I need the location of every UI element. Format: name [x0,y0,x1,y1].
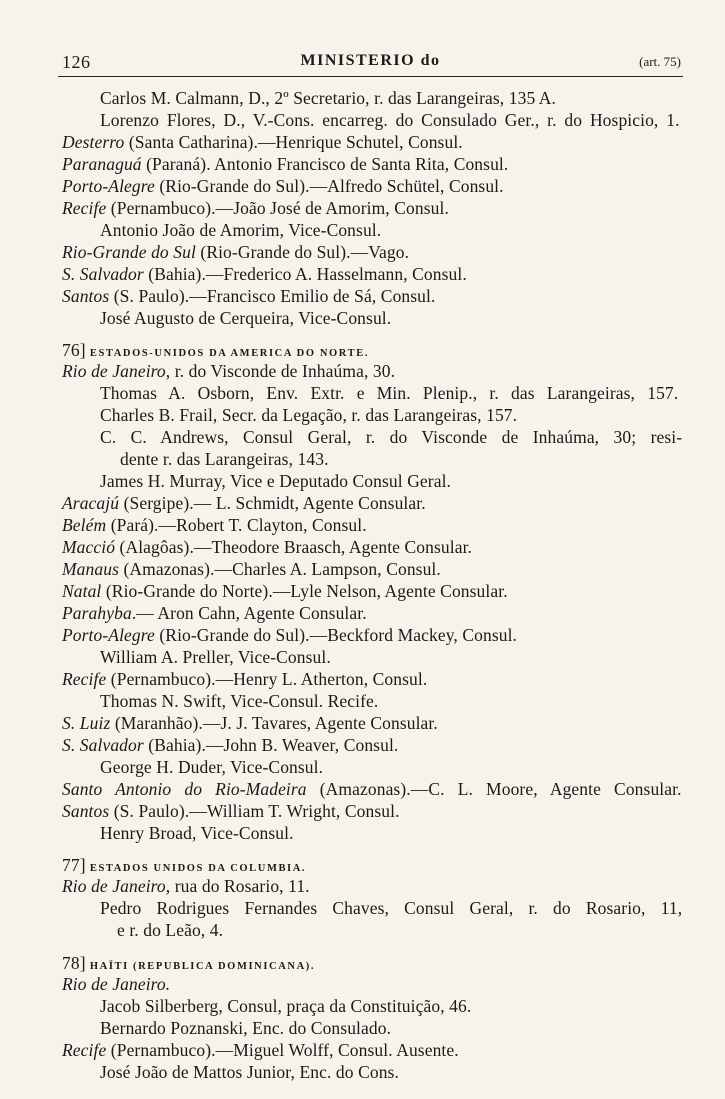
text-line [100,691,378,712]
place-name: Santos [62,801,110,821]
entry-text: José Augusto de Cerqueira, Vice-Consul. [100,308,392,328]
place-name: Aracajú [62,493,120,513]
text-line [62,603,367,624]
section-heading: ESTADOS-UNIDOS DA AMERICA DO NORTE. [85,348,370,359]
text-line [100,996,471,1017]
text-line [62,176,504,197]
place-name: Desterro [62,132,125,152]
place-name: Parahyba [62,603,132,623]
entry-text: (Rio-Grande do Sul).—Alfredo Schütel, Consul. [154,176,504,196]
entry-text: e r. do Leão, 4. [117,920,224,940]
entry-text: .— Aron Cahn, Agente Consular. [131,603,367,623]
entry-text: (Rio-Grande do Sul).—Vago. [195,242,410,262]
place-name: Manaus [62,559,119,579]
text-line [62,198,449,219]
text-line [62,779,682,800]
text-line [62,581,508,602]
place-name: Recife [62,1040,107,1060]
text-line [62,625,517,646]
entry-text: (S. Paulo).—William T. Wright, Consul. [109,801,400,821]
entry-text: Antonio João de Amorim, Vice-Consul. [100,220,382,240]
place-name: Recife [62,669,107,689]
text-line [62,493,426,514]
place-name: S. Salvador [62,264,144,284]
entry-text: (Rio-Grande do Norte).—Lyle Nelson, Agente Consular. [101,581,508,601]
text-line [62,974,170,995]
entry-text: (Sergipe).— L. Schmidt, Agente Consular. [119,493,426,513]
text-line [62,876,310,897]
place-name: Recife [62,198,107,218]
entry-text: (Alagôas).—Theodore Braasch, Agente Consular. [115,537,473,557]
entry-text: (Amazonas).—C. L. Moore, Agente Consular. [306,779,682,799]
text-line [62,264,467,285]
text-line [62,515,367,536]
entry-text: Jacob Silberberg, Consul, praça da Constituição, 46. [100,996,472,1016]
place-name: Rio de Janeiro. [62,974,171,994]
text-line [100,1018,391,1039]
text-line [62,1040,459,1061]
entry-text: Bernardo Poznanski, Enc. do Consulado. [100,1018,392,1038]
place-name: S. Salvador [62,735,144,755]
entry-text: (Bahia).—John B. Weaver, Consul. [143,735,399,755]
text-line [100,647,331,668]
section-number: 77] [62,855,86,875]
section-heading: HAÏTI (REPUBLICA DOMINICANA). [85,961,316,972]
entry-text: Thomas N. Swift, Vice-Consul. Recife. [100,691,379,711]
entry-text: (Rio-Grande do Sul).—Beckford Mackey, Consul. [154,625,518,645]
text-line [100,88,556,109]
text-line [62,154,508,175]
entry-text: William A. Preller, Vice-Consul. [100,647,331,667]
entry-text: (Pernambuco).—Henry L. Atherton, Consul. [106,669,428,689]
place-name: Porto-Alegre [62,625,155,645]
section-heading: ESTADOS UNIDOS DA COLUMBIA. [85,863,307,874]
text-line [100,427,682,448]
text-line [100,220,381,241]
text-line [100,308,391,329]
text-line [120,449,329,470]
place-name: Rio-Grande do Sul [62,242,196,262]
entry-text: James H. Murray, Vice e Deputado Consul Geral. [100,471,452,491]
entry-text: George H. Duder, Vice-Consul. [100,757,324,777]
entry-text: (Paraná). Antonio Francisco de Santa Rita, Consul. [141,154,509,174]
text-line [100,898,682,919]
place-name: Macció [62,537,116,557]
text-line [100,823,294,844]
place-name: S. Luiz [62,713,111,733]
place-name: Natal [62,581,102,601]
entry-text: (Pernambuco).—João José de Amorim, Consul. [106,198,449,218]
entry-text: (Pará).—Robert T. Clayton, Consul. [106,515,367,535]
entry-text: Charles B. Frail, Secr. da Legação, r. das Larangeiras, 157. [100,405,518,425]
text-line [117,920,223,941]
place-name: Belém [62,515,107,535]
entry-text: Henry Broad, Vice-Consul. [100,823,294,843]
entry-text: (Amazonas).—Charles A. Lampson, Consul. [119,559,441,579]
place-name: Porto-Alegre [62,176,155,196]
place-name: Rio de Janeiro [62,361,166,381]
entry-text: (Pernambuco).—Miguel Wolff, Consul. Ausente. [106,1040,459,1060]
entry-text: C. C. Andrews, Consul Geral, r. do Visconde de Inhaúma, 30; resi- [100,427,683,447]
text-line [62,286,435,307]
running-title: MINISTERIO do [300,52,441,69]
entry-text: Pedro Rodrigues Fernandes Chaves, Consul Geral, r. do Rosario, 11, [100,898,683,918]
text-line [62,669,427,690]
page-header [58,50,683,77]
text-line [62,735,398,756]
entry-text: dente r. das Larangeiras, 143. [120,449,329,469]
place-name: Santos [62,286,110,306]
entry-text: (Maranhão).—J. J. Tavares, Agente Consular. [110,713,438,733]
text-line [62,559,441,580]
entry-text: Carlos M. Calmann, D., 2º Secretario, r. das Larangeiras, 135 A. [100,88,557,108]
text-line [100,471,451,492]
place-name: Rio de Janeiro [62,876,166,896]
entry-text: Thomas A. Osborn, Env. Extr. e Min. Plenip., r. das Larangeiras, 157. [100,383,679,403]
text-line [100,405,517,426]
text-line [100,757,323,778]
entry-text: , rua do Rosario, 11. [165,876,310,896]
place-name: Paranaguá [62,154,142,174]
text-line [100,383,678,404]
text-line [62,242,409,263]
entry-text: , r. do Visconde de Inhaúma, 30. [165,361,396,381]
text-line [62,361,395,382]
article-reference: (art. 75) [639,54,681,69]
entry-text: (S. Paulo).—Francisco Emilio de Sá, Consul. [109,286,436,306]
page-number: 126 [62,52,91,72]
text-line [100,110,680,131]
entry-text: Lorenzo Flores, D., V.-Cons. encarreg. do Consulado Ger., r. do Hospicio, 1. [100,110,680,130]
entry-text: José João de Mattos Junior, Enc. do Cons. [100,1062,399,1082]
section-number: 78] [62,953,86,973]
section-number: 76] [62,340,86,360]
text-line [62,132,463,153]
text-line [100,1062,399,1083]
text-line [62,713,438,734]
place-name: Santo Antonio do Rio-Madeira [62,779,307,799]
text-line [62,537,472,558]
text-line [62,801,400,822]
entry-text: (Santa Catharina).—Henrique Schutel, Consul. [124,132,463,152]
entry-text: (Bahia).—Frederico A. Hasselmann, Consul. [143,264,467,284]
